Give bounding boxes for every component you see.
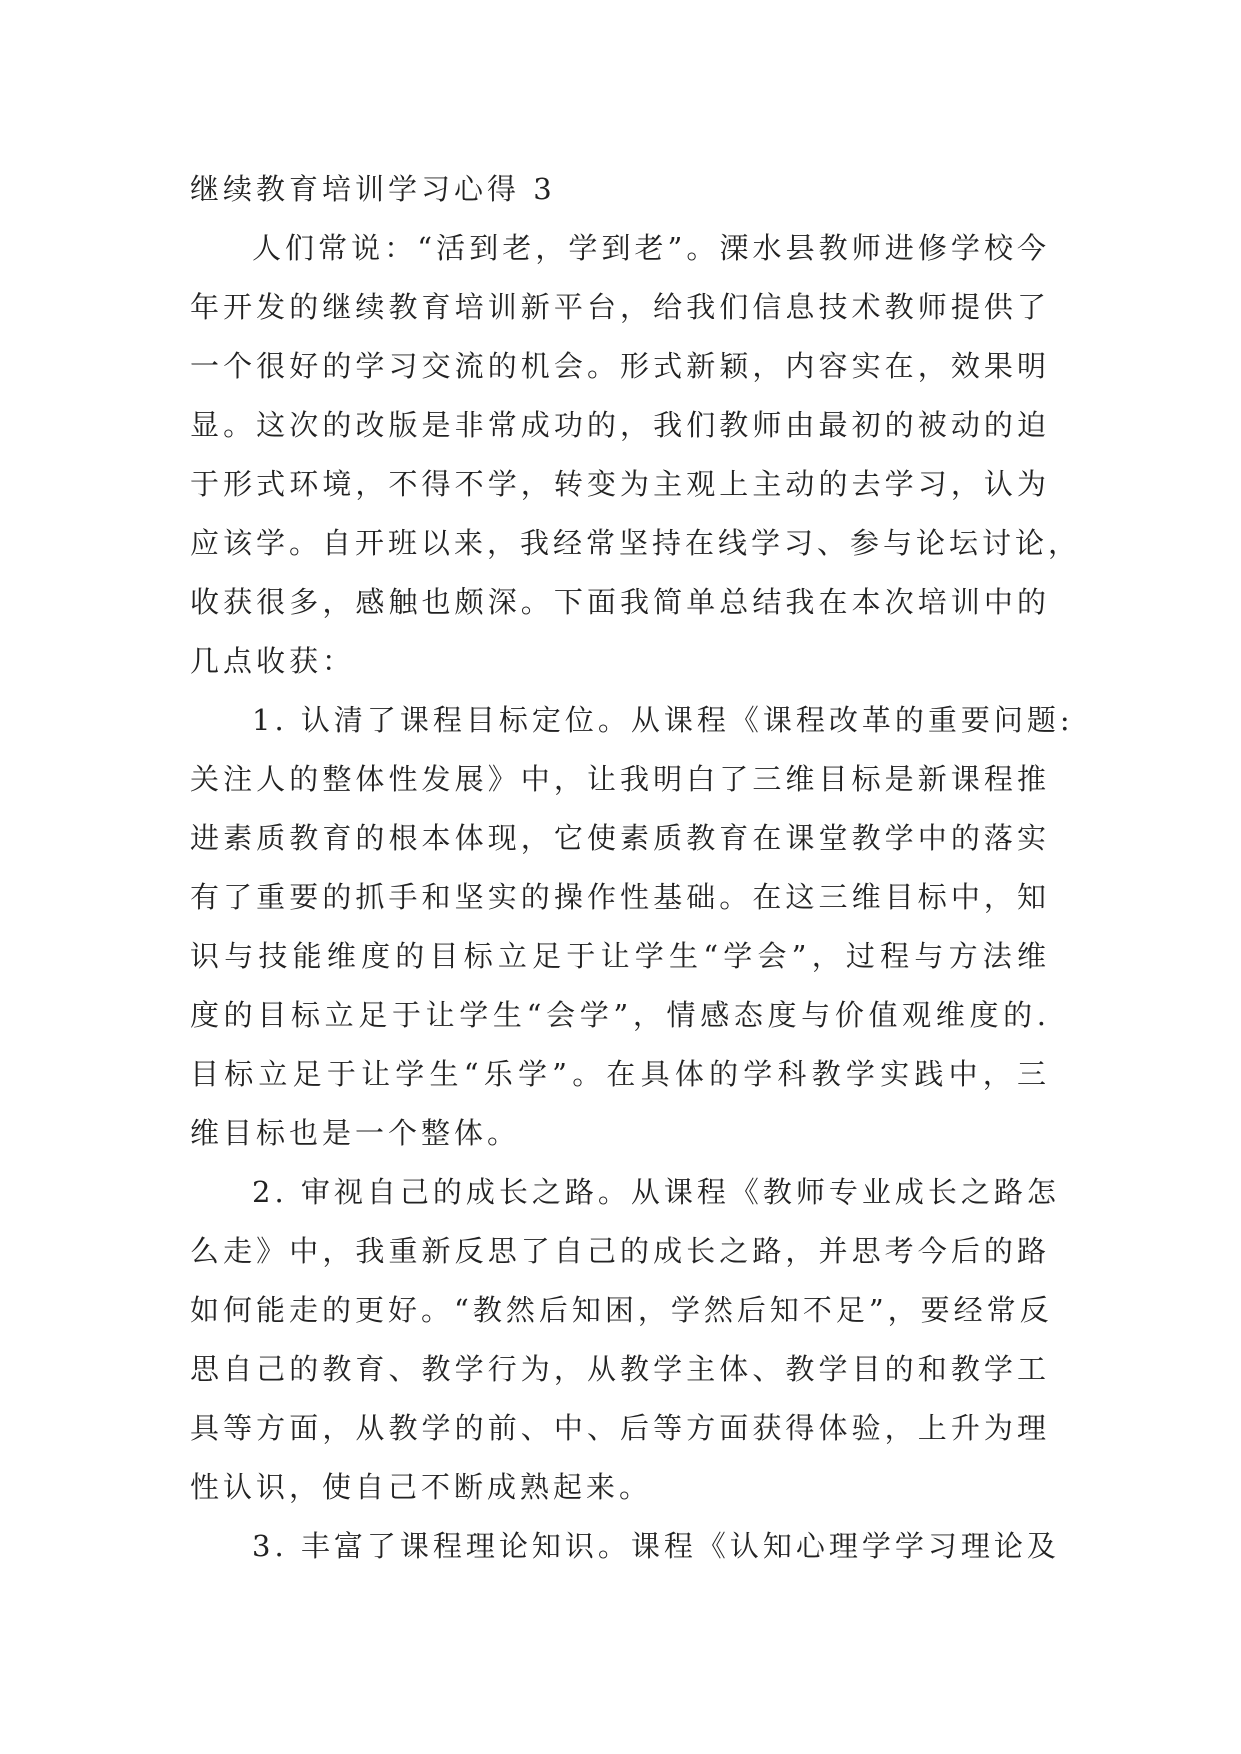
paragraph-line: 维目标也是一个整体。 [190, 1116, 521, 1150]
paragraph-point-1 [190, 691, 1074, 1163]
paragraph-line: 有了重要的抓手和坚实的操作性基础。在这三维目标中，知 [190, 880, 1050, 914]
paragraph-line: 年开发的继续教育培训新平台，给我们信息技术教师提供了 [190, 290, 1050, 324]
paragraph-line: 几点收获： [190, 644, 356, 678]
paragraph-line: 3. 丰富了课程理论知识。课程《认知心理学学习理论及 [252, 1529, 1060, 1563]
paragraph-line: 进素质教育的根本体现，它使素质教育在课堂教学中的落实 [190, 821, 1050, 855]
paragraph-line: 关注人的整体性发展》中，让我明白了三维目标是新课程推 [190, 762, 1050, 796]
paragraph-line: 2. 审视自己的成长之路。从课程《教师专业成长之路怎 [252, 1175, 1060, 1209]
paragraph-line: 人们常说：“活到老，学到老”。溧水县教师进修学校今 [252, 231, 1050, 265]
paragraph-line: 显。这次的改版是非常成功的，我们教师由最初的被动的迫 [190, 408, 1050, 442]
paragraph-line: 一个很好的学习交流的机会。形式新颖，内容实在，效果明 [190, 349, 1050, 383]
paragraph-line: 度的目标立足于让学生“会学”，情感态度与价值观维度的. [190, 998, 1050, 1032]
document-body [190, 160, 1082, 1576]
paragraph-line: 么走》中，我重新反思了自己的成长之路，并思考今后的路 [190, 1234, 1050, 1268]
paragraph-line: 识与技能维度的目标立足于让学生“学会”，过程与方法维 [190, 939, 1050, 973]
paragraph-line: 于形式环境，不得不学，转变为主观上主动的去学习，认为 [190, 467, 1050, 501]
paragraph-line: 目标立足于让学生“乐学”。在具体的学科教学实践中，三 [190, 1057, 1050, 1091]
paragraph-line: 如何能走的更好。“教然后知困，学然后知不足”，要经常反 [190, 1293, 1053, 1327]
document-title: 继续教育培训学习心得 3 [190, 172, 556, 206]
paragraph-point-3 [190, 1517, 1060, 1576]
paragraph-line: 收获很多，感触也颇深。下面我简单总结我在本次培训中的 [190, 585, 1050, 619]
paragraph-intro [190, 219, 1082, 691]
paragraph-line: 具等方面，从教学的前、中、后等方面获得体验，上升为理 [190, 1411, 1050, 1445]
paragraph-point-2 [190, 1163, 1060, 1517]
paragraph-line: 应该学。自开班以来，我经常坚持在线学习、参与论坛讨论， [190, 526, 1082, 560]
paragraph-line: 1. 认清了课程目标定位。从课程《课程改革的重要问题: [252, 703, 1074, 737]
paragraph-line: 性认识，使自己不断成熟起来。 [190, 1470, 653, 1504]
paragraph-line: 思自己的教育、教学行为，从教学主体、教学目的和教学工 [190, 1352, 1050, 1386]
